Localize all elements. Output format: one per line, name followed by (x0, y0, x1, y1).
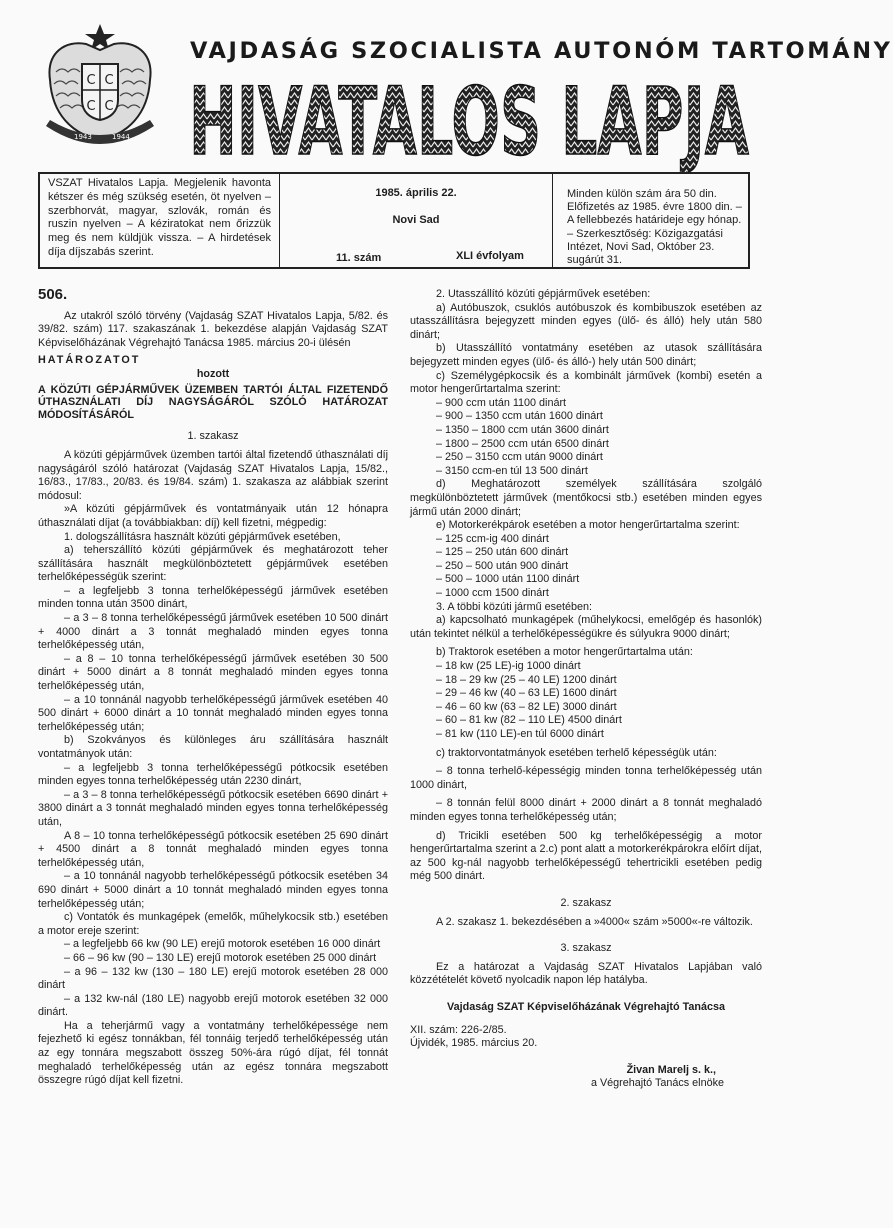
paragraph: A 2. szakasz 1. bekezdésében a »4000« szám »5000«-re változik. (436, 915, 753, 928)
issue-details (280, 174, 552, 267)
signer-name: Živan Marelj s. k., (626, 1063, 716, 1076)
place-and-date: Újvidék, 1985. március 20. (410, 1037, 538, 1050)
paragraph: b) Szokványos és különleges áru szállítására használt vontatmányok után: (38, 734, 388, 760)
list-item: – 29 – 46 kw (40 – 63 LE) 1600 dinárt (436, 687, 617, 700)
list-item: A 8 – 10 tonna terhelőképességű pótkocsik esetében 25 690 dinárt + 4500 dinárt a 8 tonnát meghaladó minden egyes tonna terhelőképesség után, (38, 829, 388, 869)
paragraph: a) teherszállító közúti gépjárművek és meghatározott teher szállítására használt megkülönböztetett gépjárművek esetében terhelőképességük szerint: (38, 544, 388, 584)
paragraph: e) Motorkerékpárok esetében a motor hengerűrtartalma szerint: (436, 519, 740, 532)
svg-text:C: C (86, 99, 96, 114)
right-text-column (410, 288, 762, 1091)
list-item: – a 132 kw-nál (180 LE) nagyobb erejű motorok esetében 32 000 dinárt. (38, 992, 388, 1019)
publication-terms: VSZAT Hivatalos Lapja. Megjelenik havonta kétszer és még szükség esetén, öt nyelven – szerbhorvát, magyar, szlovák, román és ruszin nyelven – A kéziratokat nem őrizzük meg és nem küldjük vissza. – A hirdetések díja díjszabás szerint. (40, 174, 280, 267)
paragraph: 2. Utasszállító közúti gépjárművek esetében: (436, 288, 651, 300)
list-item: – 81 kw (110 LE)-en túl 6000 dinárt (436, 728, 604, 740)
list-item: – 250 – 500 után 900 dinárt (436, 559, 569, 572)
paragraph: 3. A többi közúti jármű esetében: (436, 600, 593, 613)
list-item: – a 3 – 8 tonna terhelőképességű járművek esetében 10 500 dinárt + 4000 dinárt a 3 tonnát meghaladó minden egyes tonna terhelőképesség után, (38, 612, 388, 652)
issue-number: 11. szám (336, 252, 382, 264)
emblem-year-2: 1944 (112, 133, 130, 141)
list-item: – 1350 – 1800 ccm után 3600 dinárt (436, 423, 609, 436)
list-item: – 1800 – 2500 ccm után 6500 dinárt (436, 437, 609, 450)
paragraph: 1. dologszállításra használt közúti gépjárművek esetében, (64, 530, 341, 543)
masthead-province-title: VAJDASÁG SZOCIALISTA AUTONÓM TARTOMÁNY (190, 38, 893, 64)
paragraph: Ha a teherjármű vagy a vontatmány terhelőképessége nem fejezhető ki egész tonnákban, fél tonnáig terjedő terhelőképesség után az egy tonnára megszabott összeg 50%-ára rúgó díjat, fél tonnát meghaladó terhelőképesség után az egész tonnára megszabott összegre rúgó díjat kell fizetni. (38, 1019, 388, 1087)
paragraph: c) traktorvontatmányok esetében terhelő képességük után: (436, 746, 717, 759)
issue-volume: XLI évfolyam (456, 250, 524, 262)
svg-text:C: C (104, 73, 114, 88)
list-item: – 18 – 29 kw (25 – 40 LE) 1200 dinárt (436, 673, 617, 686)
paragraph: a) Autóbuszok, csuklós autóbuszok és kombibuszok esetében az utasszállításra bejegyzett minden egyes (ülő- és álló) hely után 580 dinárt; (410, 301, 762, 341)
list-item: – 500 – 1000 után 1100 dinárt (436, 573, 580, 586)
paragraph: A közúti gépjárművek üzemben tartói által fizetendő úthasználati díj nagyságáról szóló határozat (Vajdaság SZAT Hivatalos Lapja, 15/82., 16/83., 17/83., 20/83. és 19/84. szám) 1. szakasza az alábbiak szerint módosul: (38, 448, 388, 502)
document-number: 506. (38, 286, 68, 303)
list-item: – 46 – 60 kw (63 – 82 LE) 3000 dinárt (436, 700, 617, 713)
list-item: – a 10 tonnánál nagyobb terhelőképességű pótkocsik esetében 34 690 dinárt + 5000 dinárt a 10 tonnát meghaladó minden egyes tonna terhelőképesség után; (38, 870, 388, 910)
list-item: – 3150 ccm-en túl 13 500 dinárt (436, 464, 588, 477)
list-item: – 900 – 1350 ccm után 1600 dinárt (436, 410, 603, 423)
emblem-year-1: 1943 (74, 133, 92, 141)
list-item: – 60 – 81 kw (82 – 110 LE) 4500 dinárt (436, 714, 622, 727)
paragraph: d) Tricikli esetében 500 kg terhelőképességig a motor hengerűrtartalma szerint a 2.c) pont alatt a motorkerékpárokra előírt díjat, az 500 kg-nál nagyobb terhelőképességű tehertricikli esetében pedig még 500 dinárt. (410, 829, 762, 883)
issue-city: Novi Sad (392, 214, 440, 226)
left-text-column (38, 288, 388, 1088)
list-item: – 900 ccm után 1100 dinárt (436, 396, 567, 409)
list-item: – a 3 – 8 tonna terhelőképességű pótkocsik esetében 6690 dinárt + 3800 dinárt a 3 tonnát meghaladó minden egyes tonna terhelőképesség után, (38, 788, 388, 828)
list-item: – 66 – 96 kw (90 – 130 LE) erejű motorok esetében 25 000 dinárt (64, 951, 377, 964)
publication-info-box (38, 172, 750, 269)
list-item: – a 10 tonnánál nagyobb terhelőképességű járművek esetében 40 500 dinárt + 6000 dinárt a 10 tonnát meghaladó minden egyes tonna terhelőképesség után; (38, 693, 388, 733)
reference-number: XII. szám: 226-2/85. (410, 1023, 507, 1036)
signer-title: a Végrehajtó Tanács elnöke (590, 1077, 724, 1090)
list-item: – 18 kw (25 LE)-ig 1000 dinárt (436, 660, 581, 673)
paragraph: a) kapcsolható munkagépek (műhelykocsi, emelőgép és hasonlók) után tekintet nélkül a terhelőképességükre és súlyukra 9000 dinárt; (410, 614, 762, 640)
list-item: – a legfeljebb 3 tonna terhelőképességű pótkocsik esetében minden egyes tonna terhelőképesség után 2230 dinárt, (38, 761, 388, 788)
decision-title: A KÖZÚTI GÉPJÁRMŰVEK ÜZEMBEN TARTÓI ÁLTAL FIZETENDŐ ÚTHASZNÁLATI DÍJ NAGYSÁGÁRÓL SZÓLÓ HATÁROZAT MÓDOSÍTÁSÁRÓL (38, 383, 388, 421)
masthead-gazette-title-text: HIVATALOS LAPJA (189, 68, 750, 177)
list-item: – a 96 – 132 kw (130 – 180 LE) erejű motorok esetében 28 000 dinárt (38, 965, 388, 992)
masthead-gazette-title (186, 64, 752, 177)
paragraph: c) Vontatók és munkagépek (emelők, műhelykocsik stb.) esetében a motor ereje szerint: (38, 911, 388, 937)
issue-date: 1985. április 22. (375, 187, 457, 199)
issuing-authority: Vajdaság SZAT Képviselőházának Végrehajtó Tanácsa (446, 1000, 726, 1013)
decision-subheading: hozott (196, 367, 230, 380)
list-item: – 8 tonna terhelő-képességig minden tonna terhelőképesség után 1000 dinárt, (410, 765, 762, 791)
preamble: Az utakról szóló törvény (Vajdaság SZAT Hivatalos Lapja, 5/82. és 39/82. szám) 117. szakaszának 1. bekezdése alapján Vajdaság SZAT Képviselőházának Végrehajtó Tanácsa 1985. március 20-i ülésén (38, 309, 388, 349)
svg-text:C: C (86, 73, 96, 88)
paragraph: »A közúti gépjárművek és vontatmányaik után 12 hónapra úthasználati díjat (a továbbiakban: díj) kell fizetni, mégpedig: (38, 503, 388, 529)
paragraph: b) Traktorok esetében a motor hengerűrtartalma után: (436, 646, 693, 659)
decision-heading: HATÁROZATOT (38, 354, 141, 367)
svg-text:C: C (104, 99, 114, 114)
subscription-info: Minden külön szám ára 50 din. Előfizetés az 1985. évre 1800 din. – A fellebbezés határideje egy hónap. – Szerkesztőség: Közigazgatási Intézet, Novi Sad, Október 23. sugárút 31. (552, 174, 752, 267)
paragraph: b) Utasszállító vontatmány esetében az utasok szállítására bejegyzett minden egyes (ülő- és álló-) hely után 500 dinárt; (410, 342, 762, 368)
list-item: – 1000 ccm 1500 dinárt (436, 587, 549, 600)
list-item: – 125 ccm-ig 400 dinárt (436, 532, 549, 545)
list-item: – 250 – 3150 ccm után 9000 dinárt (436, 451, 603, 464)
list-item: – 125 – 250 után 600 dinárt (436, 546, 569, 559)
list-item: – a 8 – 10 tonna terhelőképességű járművek esetében 30 500 dinárt + 5000 dinárt a 8 tonnát meghaladó minden egyes tonna terhelőképesség után, (38, 652, 388, 693)
list-item: – a legfeljebb 66 kw (90 LE) erejű motorok esetében 16 000 dinárt (64, 938, 381, 951)
list-item: – a legfeljebb 3 tonna terhelőképességű járművek esetében minden tonna után 3500 dinárt, (38, 584, 388, 611)
paragraph: Ez a határozat a Vajdaság SZAT Hivatalos Lapjában való közzétételét követő nyolcadik napon lép hatályba. (410, 960, 762, 987)
paragraph: c) Személygépkocsik és a kombinált járművek (kombi) esetén a motor hengerűrtartalma szerint: (410, 369, 762, 396)
section-3-heading: 3. szakasz (560, 942, 612, 955)
section-2-heading: 2. szakasz (560, 896, 612, 909)
list-item: – 8 tonnán felül 8000 dinárt + 2000 dinárt a 8 tonnát meghaladó minden egyes tonna terhelőképesség után; (410, 797, 762, 823)
coat-of-arms-emblem (36, 22, 164, 156)
paragraph: d) Meghatározott személyek szállítására szolgáló megkülönböztetett járművek (mentőkocsi stb.) esetében minden egyes jármű után 2000 dinárt; (410, 478, 762, 518)
section-1-heading: 1. szakasz (187, 430, 239, 443)
